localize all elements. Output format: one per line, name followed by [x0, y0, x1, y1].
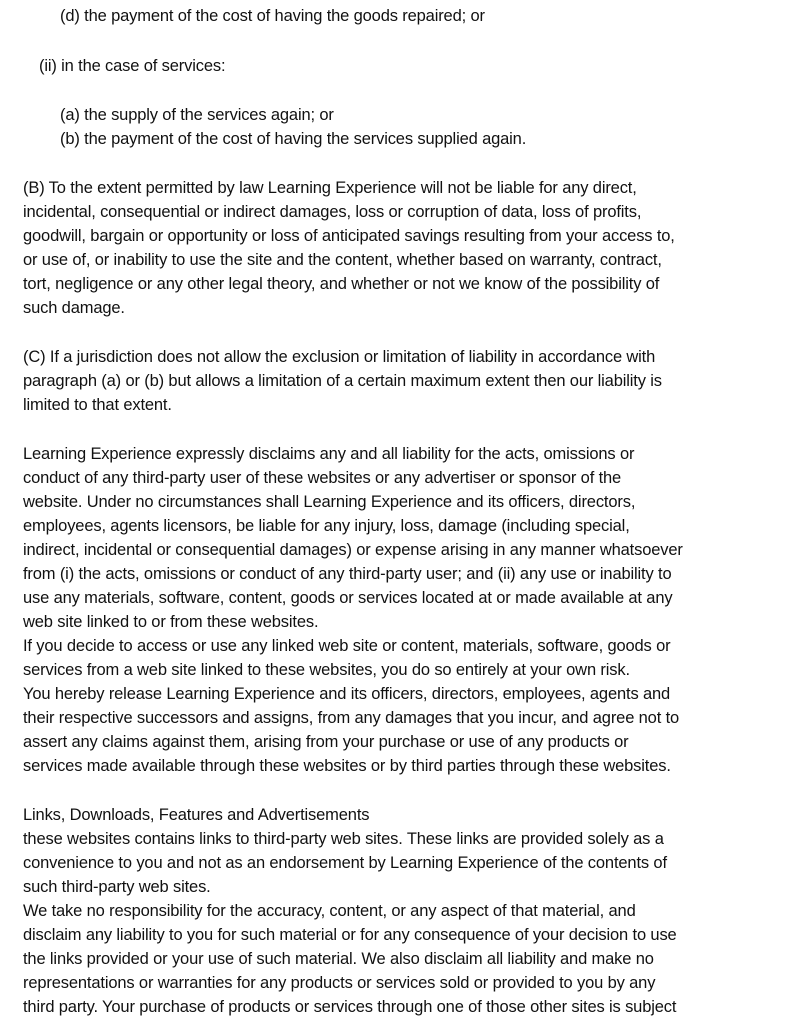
paragraph-line: their respective successors and assigns, from any damages that you incur, and agree not to	[23, 709, 680, 727]
paragraph-line: services made available through these websites or by third parties through these websites.	[23, 757, 671, 775]
paragraph-line: You hereby release Learning Experience and its officers, directors, employees, agents and	[23, 685, 671, 703]
section-heading: Links, Downloads, Features and Advertisements	[23, 806, 370, 824]
paragraph-line: services from a web site linked to these websites, you do so entirely at your own risk.	[23, 661, 630, 679]
paragraph-line: goodwill, bargain or opportunity or loss of anticipated savings resulting from your access to,	[23, 227, 675, 245]
paragraph-line: paragraph (a) or (b) but allows a limitation of a certain maximum extent then our liability is	[23, 372, 662, 390]
paragraph-line: If you decide to access or use any linked web site or content, materials, software, goods or	[23, 637, 671, 655]
paragraph-line: employees, agents licensors, be liable for any injury, loss, damage (including special,	[23, 517, 630, 535]
list-heading-services: (ii) in the case of services:	[39, 57, 226, 75]
paragraph-line: use any materials, software, content, goods or services located at or made available at any	[23, 589, 673, 607]
paragraph-line: these websites contains links to third-party web sites. These links are provided solely as a	[23, 830, 664, 848]
list-item-services-b: (b) the payment of the cost of having the services supplied again.	[60, 130, 527, 148]
paragraph-line: (C) If a jurisdiction does not allow the exclusion or limitation of liability in accordance with	[23, 348, 656, 366]
paragraph-line: website. Under no circumstances shall Learning Experience and its officers, directors,	[23, 493, 636, 511]
paragraph-line: convenience to you and not as an endorsement by Learning Experience of the contents of	[23, 854, 667, 872]
paragraph-line: disclaim any liability to you for such material or for any consequence of your decision to use	[23, 926, 677, 944]
paragraph-line: limited to that extent.	[23, 396, 172, 414]
paragraph-line: such third-party web sites.	[23, 878, 211, 896]
paragraph-line: such damage.	[23, 299, 125, 317]
paragraph-line: representations or warranties for any products or services sold or provided to you by any	[23, 974, 656, 992]
paragraph-line: We take no responsibility for the accuracy, content, or any aspect of that material, and	[23, 902, 636, 920]
paragraph-line: incidental, consequential or indirect damages, loss or corruption of data, loss of profits,	[23, 203, 642, 221]
paragraph-line: from (i) the acts, omissions or conduct of any third-party user; and (ii) any use or inability to	[23, 565, 672, 583]
list-item-goods-d: (d) the payment of the cost of having the goods repaired; or	[60, 7, 485, 25]
paragraph-line: conduct of any third-party user of these websites or any advertiser or sponsor of the	[23, 469, 622, 487]
paragraph-line: or use of, or inability to use the site and the content, whether based on warranty, contract,	[23, 251, 662, 269]
paragraph-line: indirect, incidental or consequential damages) or expense arising in any manner whatsoever	[23, 541, 683, 559]
paragraph-line: web site linked to or from these websites.	[23, 613, 319, 631]
paragraph-line: assert any claims against them, arising from your purchase or use of any products or	[23, 733, 629, 751]
paragraph-line: (B) To the extent permitted by law Learning Experience will not be liable for any direct,	[23, 179, 637, 197]
paragraph-line: Learning Experience expressly disclaims any and all liability for the acts, omissions or	[23, 445, 635, 463]
paragraph-line: third party. Your purchase of products or services through one of those other sites is subject	[23, 998, 677, 1016]
paragraph-line: the links provided or your use of such material. We also disclaim all liability and make no	[23, 950, 654, 968]
paragraph-line: tort, negligence or any other legal theory, and whether or not we know of the possibility of	[23, 275, 660, 293]
list-item-services-a: (a) the supply of the services again; or	[60, 106, 334, 124]
